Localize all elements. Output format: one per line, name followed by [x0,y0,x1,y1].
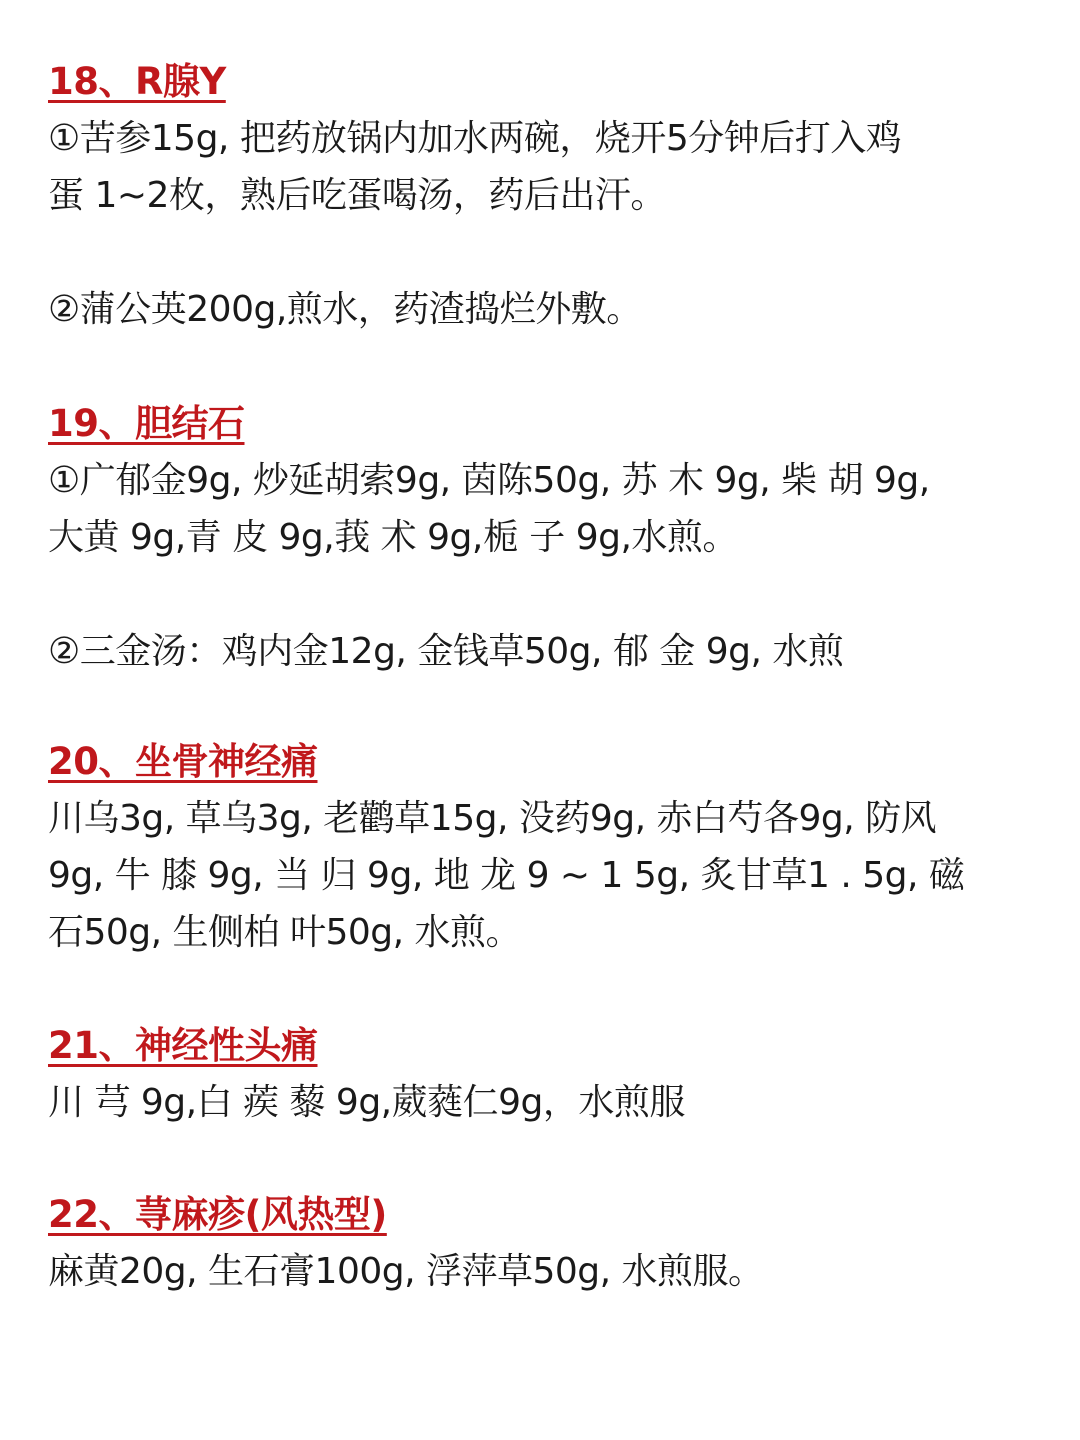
remedy-text-line: 9g, 牛 膝 9g, 当 归 9g, 地 龙 9 ~ 1 5g, 炙甘草1 . 5g, 磁 [48,855,965,896]
spacer [48,566,1038,623]
remedy-text-line: 川 芎 9g,白 蒺 藜 9g,葳蕤仁9g，水煎服 [48,1082,685,1123]
remedy-text-line: ①广郁金9g, 炒延胡索9g, 茵陈50g, 苏 木 9g, 柴 胡 9g, [48,460,930,501]
section-heading: 22、荨麻疹(风热型) [48,1193,387,1236]
remedy-text-line: ②蒲公英200g,煎水，药渣捣烂外敷。 [48,289,642,330]
remedy-text-line: 大黄 9g,青 皮 9g,莪 术 9g,栀 子 9g,水煎。 [48,517,738,558]
section-18 [48,54,1038,338]
remedy-text-line: ②三金汤：鸡内金12g, 金钱草50g, 郁 金 9g, 水煎 [48,631,844,672]
section-heading: 19、胆结石 [48,402,245,445]
section-20 [48,734,1038,961]
remedy-text-line: 石50g, 生侧柏 叶50g, 水煎。 [48,912,522,953]
spacer [48,224,1038,281]
section-19 [48,396,1038,680]
remedy-text-line: 蛋 1~2枚，熟后吃蛋喝汤，药后出汗。 [48,175,666,216]
section-heading: 20、坐骨神经痛 [48,740,318,783]
remedy-text-line: ①苦参15g, 把药放锅内加水两碗，烧开5分钟后打入鸡 [48,118,902,159]
section-heading: 21、神经性头痛 [48,1024,318,1067]
section-22 [48,1187,1038,1300]
section-21 [48,1018,1038,1131]
remedy-text-line: 川乌3g, 草乌3g, 老鹳草15g, 没药9g, 赤白芍各9g, 防风 [48,798,937,839]
section-heading: 18、R腺Y [48,60,226,103]
remedy-text-line: 麻黄20g, 生石膏100g, 浮萍草50g, 水煎服。 [48,1251,764,1292]
